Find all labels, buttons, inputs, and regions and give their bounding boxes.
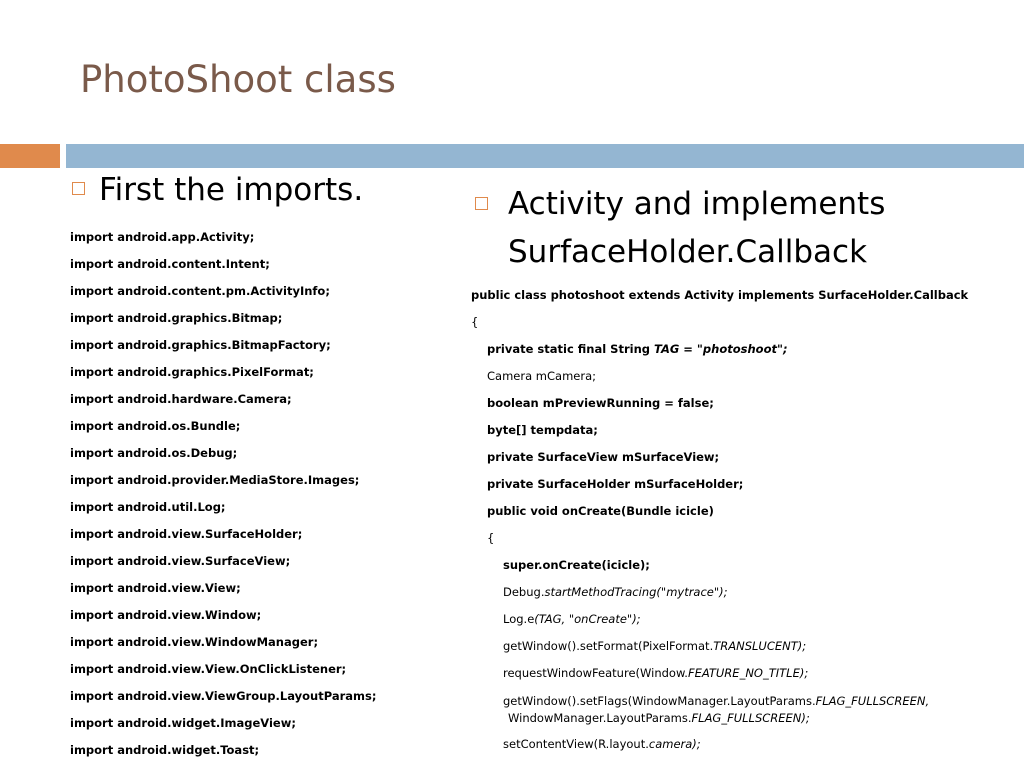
code-fragment: Debug.	[503, 585, 545, 599]
code-log-call	[471, 612, 968, 639]
bullet-square-icon	[475, 197, 488, 210]
import-line: import android.graphics.BitmapFactory;	[70, 338, 331, 352]
code-fragment: getWindow().setFormat(PixelFormat.	[503, 639, 714, 653]
code-fragment: startMethodTracing("mytrace");	[544, 585, 728, 599]
import-line: import android.view.ViewGroup.LayoutParams;	[70, 689, 377, 703]
code-fragment: setContentView(R.layout.	[503, 737, 649, 751]
right-heading	[475, 180, 885, 276]
import-line: import android.view.View;	[70, 581, 241, 595]
code-setcontentview-call	[471, 737, 968, 764]
accent-bar-orange	[0, 144, 60, 168]
code-fragment: FLAG_FULLSCREEN,	[815, 694, 930, 708]
code-setflags-call	[471, 693, 968, 727]
code-surfaceholder-declaration: private SurfaceHolder mSurfaceHolder;	[487, 477, 744, 491]
code-tempdata-declaration: byte[] tempdata;	[487, 423, 598, 437]
import-line: import android.graphics.PixelFormat;	[70, 365, 314, 379]
code-surfaceview-declaration: private SurfaceView mSurfaceView;	[487, 450, 720, 464]
import-line: import android.widget.ImageView;	[70, 716, 296, 730]
code-fragment: WindowManager.LayoutParams.	[508, 711, 692, 725]
code-open-brace: {	[471, 315, 479, 329]
right-heading-line2: SurfaceHolder.Callback	[508, 234, 868, 270]
code-fragment: TRANSLUCENT);	[713, 639, 807, 653]
code-fragment: requestWindowFeature(Window.	[503, 666, 688, 680]
code-fragment: camera);	[648, 737, 701, 751]
import-line: import android.view.View.OnClickListener;	[70, 662, 347, 676]
code-fragment: FEATURE_NO_TITLE);	[687, 666, 809, 680]
import-line: import android.view.SurfaceHolder;	[70, 527, 303, 541]
accent-bar-blue	[66, 144, 1024, 168]
import-line: import android.util.Log;	[70, 500, 226, 514]
code-fragment: private static final String	[487, 342, 654, 356]
bullet-square-icon	[72, 182, 85, 195]
import-line: import android.view.WindowManager;	[70, 635, 319, 649]
left-heading-text: First the imports.	[99, 172, 364, 208]
import-line: import android.view.SurfaceView;	[70, 554, 291, 568]
code-tag-declaration	[471, 342, 968, 369]
import-line: import android.provider.MediaStore.Images;	[70, 473, 360, 487]
code-setflags-line1	[503, 693, 968, 710]
import-line: import android.os.Debug;	[70, 446, 238, 460]
code-fragment: TAG = "photoshoot";	[654, 342, 788, 356]
import-line: import android.app.Activity;	[70, 230, 255, 244]
import-line: import android.widget.Toast;	[70, 743, 260, 757]
code-feature-call	[471, 666, 968, 693]
code-class-declaration: public class photoshoot extends Activity implements SurfaceHolder.Callback	[471, 288, 969, 302]
code-setformat-call	[471, 639, 968, 666]
code-oncreate-declaration: public void onCreate(Bundle icicle)	[487, 504, 714, 518]
code-camera-declaration: Camera mCamera;	[487, 369, 596, 383]
code-fragment: FLAG_FULLSCREEN);	[691, 711, 810, 725]
import-line: import android.content.pm.ActivityInfo;	[70, 284, 330, 298]
imports-list	[70, 230, 376, 770]
slide-title: PhotoShoot class	[80, 58, 396, 101]
import-line: import android.view.Window;	[70, 608, 262, 622]
import-line: import android.graphics.Bitmap;	[70, 311, 283, 325]
code-fragment: (TAG, "onCreate");	[534, 612, 641, 626]
import-line: import android.os.Bundle;	[70, 419, 241, 433]
code-super-call: super.onCreate(icicle);	[503, 558, 650, 572]
code-debug-call	[471, 585, 968, 612]
import-line: import android.content.Intent;	[70, 257, 270, 271]
code-fragment: Log.e	[503, 612, 535, 626]
code-preview-declaration: boolean mPreviewRunning = false;	[487, 396, 714, 410]
code-block	[471, 288, 968, 764]
code-method-brace: {	[487, 531, 495, 545]
right-heading-line1: Activity and implements	[508, 186, 886, 222]
left-heading	[72, 172, 363, 208]
code-setflags-line2	[503, 710, 968, 727]
code-fragment: getWindow().setFlags(WindowManager.LayoutParams.	[503, 694, 816, 708]
import-line: import android.hardware.Camera;	[70, 392, 292, 406]
